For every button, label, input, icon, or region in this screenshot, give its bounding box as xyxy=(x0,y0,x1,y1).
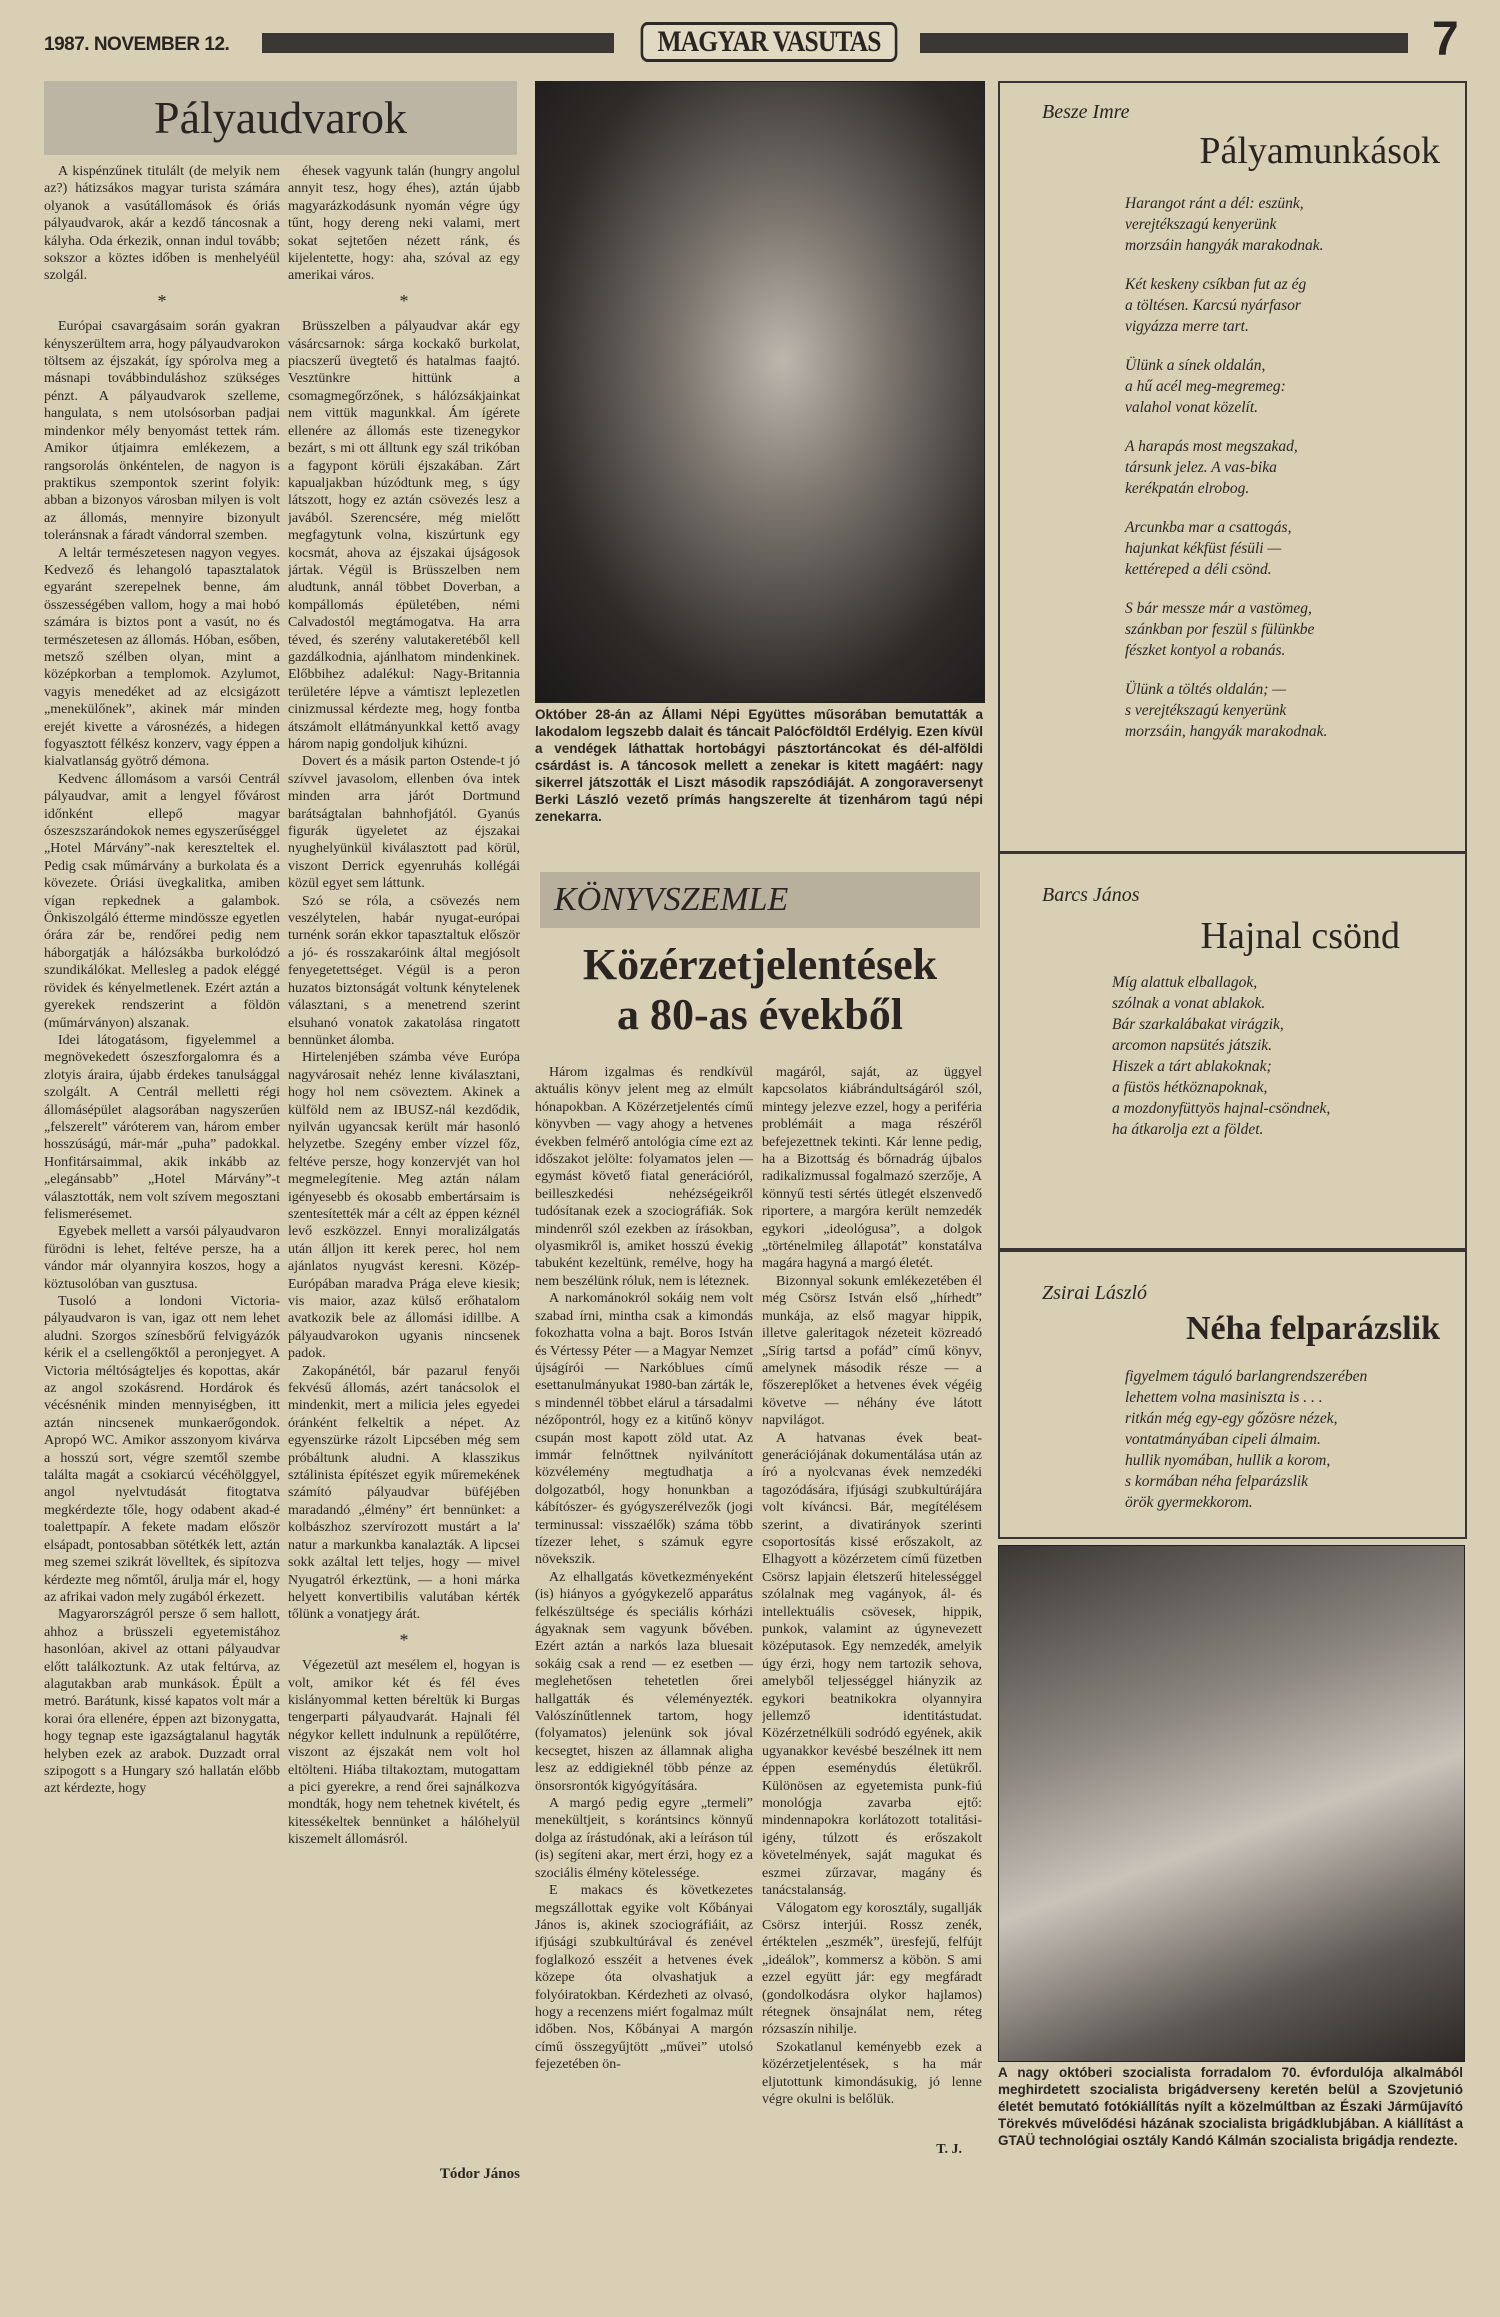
folk-dance-photo xyxy=(535,81,985,703)
poem-box-3 xyxy=(998,1250,1467,1539)
paragraph: Hirtelenjében számba véve Európa nagyvárosait nehéz lenne kiválasztani, hogy hol nem csöveztem. Akinek a külföld nem az IBUSZ-nál kezdődik, nyilván ugyancsak került már hasonló helyzetbe. Szegény ember vízzel főz, feltéve persze, hogy konzervjét van hol megmelegítenie. Meg aztán nálam igényesebb és okosabb embertársaim is szentesítették már a célt az éppen kéznél levő eszközzel. Ennyi moralizálgatás után álljon itt kerek perec, hol nem ajánlatos nyugvást keresni. Közép-Európában maradva Prága eleve kiesik; vis maior, azaz külső erőhatalom avatkozik bele az állomási idillbe. A pályaudvarokon ugyanis nincsenek padok. xyxy=(288,1050,520,1362)
paragraph: Dovert és a másik parton Ostende-t jó szívvel javasolom, ellenben óva intek minden arra járót Dortmund barátságtalan bahnhofjától. Gyanús figurák ügyeletet az éjszakai nyughelyünkül kiválasztott pad körül, viszont Derrick egyenruhás kollégái közül egyet sem láttunk. xyxy=(288,754,520,892)
paragraph: Egyebek mellett a varsói pályaudvaron fürödni is lehet, feltéve persze, ha a vándor már olyannyira koszos, hogy a köztusolóban van gusztusa. xyxy=(44,1224,280,1292)
exhibition-photo xyxy=(998,1545,1465,2062)
paragraph: Kedvenc állomásom a varsói Centrál pályaudvar, amit a lengyel fővárost időnként ellepő magyar ószeszszarándokok nemes egyszerűséggel „Hotel Márvány”-nak kereszteltek el. Pedig csak műmárvány a burkolata és a kövezete. Óriási üvegkalitka, amiben vígan repkednek a galambok. Önkiszolgáló étterme mindössze egyetlen órára zár be, rendőrei pedig nem háborgatják a hálózsákba burkolódzó szundikálókat. Mellesleg a padok eléggé rövidek és kényelmetlenek. Ezért aztán a gyerekek rendszerint a földön (műmárványon) alszanak. xyxy=(44,771,280,1031)
paragraph: Bizonnyal sokunk emlékezetében él még Csörsz István első „hírhedt” munkája, az első magyar hippik, illetve galeritagok nézeteit közreadó „Sírig tartsd a pofád” című könyv, amelynek második része — a főszereplőket a hetvenes évek végéig követve — néhány éve látott napvilágot. xyxy=(762,1273,982,1429)
paragraph: magáról, saját, az üggyel kapcsolatos kiábrándultságáról szól, mintegy jelezve ezzel, hogy a periféria problémáit a maga részéről befejezettnek tekinti. Kár lenne pedig, ha a Bizottság és bőrnadrág újbalos radikalizmussal fogalmazó szerzője, A könnyű testi sértés ütlegét elszenvedő riportere, a margóra került nemzedék egykori „ideológusa”, a dolgok „történelmileg állapotát” konstatálva magára hagyná a margó életét. xyxy=(762,1065,982,1272)
poet-name: Besze Imre xyxy=(1042,101,1130,123)
paragraph: A narkománokról sokáig nem volt szabad írni, mintha csak a kimondás fokozhatta volna a bajt. Boros István és Vértessy Péter — a Magyar Nemzet újságírói — Narkóblues című esettanulmányukat 1980-ban zárták le, s mindennél többet elárul a társadalmi nézőpontról, hogy ez a kitűnő könyv csupán most kapott zöld utat. Az immár felnőttnek nyilvánított közvélemény megtudhatja a dolgozatból, hogy honunkban a kábítószer- és gyógyszerélvezők (jogi terminussal: visszaélők) száma több tízezer lehet, s számuk egyre növekszik. xyxy=(535,1291,753,1568)
poem-stanza: figyelmem táguló barlangrendszerében lehettem volna masiniszta is . . . ritkán még egy-egy gőzösre nézek, vontatmányában cipeli álmaim. hullik nyomában, hullik a korom, s kormában néha felparázslik örök gyermekkorom. xyxy=(1125,1368,1368,1511)
dance-photo-caption: Október 28-án az Állami Népi Együttes műsorában bemutatták a lakodalom legszebb dalait és táncait Palócföldtől Erdélyig. Ezen kívül a vendégek láthattak hortobágyi pásztortáncokat és dél-alföldi csárdást is. A táncosok mellett a zenekar is kitett magáért: nagy sikerrel játszották el Liszt második rapszódiáját. A zongoraversenyt Berki László vezető prímás hangszerelte át tizenhárom tagú népi zenekarra. xyxy=(535,707,983,824)
paragraph: éhesek vagyunk talán (hungry angolul annyit tesz, hogy éhes), aztán újabb magyarázkodásunk nyomán végre úgy tűnt, hogy dereng neki valami, mert sokat sejtetően nézett ránk, és kijelentette, hogy: aha, szóval az egy amerikai város. xyxy=(288,164,520,284)
review-title-line-2: a 80-as évekből xyxy=(617,990,903,1039)
poem-title: Hajnal csönd xyxy=(1200,915,1400,957)
paragraph: A hatvanas évek beat-generációjának dokumentálása után az író a nyolcvanas évek nemzedéki tagozódására, ifjúsági szubkultúrájára volt kíváncsi. Bár, megítélésem szerint, a divatirányok szerinti csoportosítás kissé erőszakolt, az Elhagyott a közérzetem című füzetben Csörsz lapjain életszerű hitelességgel szólalnak meg vagányok, ál- és intellektuális csövesek, hippik, punkok, valamint az úgynevezett középutasok. Egy nemzedék, amelyik úgy érzi, hogy nem tartozik sehova, amelyből teljességgel hiányzik az egykori beatnikokra olyannyira jellemző identitástudat. Közérzetnélküli sodródó egyének, akik ugyanakkor kevésbé beszélnek itt nem éppen eseménydús életükről. Különösen az egyetemista punk-fiú monológja zavarba ejtő: mindennapokra korlátozott totalitási-igény, túlzott és erőszakolt követelmények, saját magukat és eszmei zűrzavar, magány és tanácstalanság. xyxy=(762,1430,982,1899)
article-column-2 xyxy=(288,163,520,2163)
poem-body xyxy=(1125,1366,1460,1531)
poem-stanza: Míg alattuk elballagok, szólnak a vonat ablakok. Bár szarkalábakat virágzik, arcomon napsütés játszik. Hiszek a tárt ablakoknak; a füstös hétköznapoknak, a mozdonyfüttyös hajnal-csöndnek, ha átkarolja ezt a földet. xyxy=(1112,974,1331,1138)
paragraph: Válogatom egy korosztály, sugallják Csörsz interjúi. Rossz zenék, értéktelen „eszmék”, üresfejű, felfújt „ideálok”, kommersz a köbön. S ami ezzel együtt jár: egy megfáradt (gondolkodásra olykor hajlamos) rétegnek önsajnálat nem, réteg rózsaszín nihilje. xyxy=(762,1900,982,2038)
header-rule-right xyxy=(920,33,1408,53)
poem-stanza: Ülünk a sínek oldalán, a hű acél meg-megremeg: valahol vonat közelít. xyxy=(1125,357,1286,416)
issue-date: 1987. NOVEMBER 12. xyxy=(44,34,230,55)
poem-body xyxy=(1112,972,1452,1158)
section-separator: * xyxy=(157,290,167,311)
paragraph: A leltár természetesen nagyon vegyes. Kedvező és lehangoló tapasztalatok egyaránt szerepelnek benne, ám összességében vallom, hogy a mai hobó számára is biztos pont a vasút, no és természetesen az állomás. Hóban, esőben, metsző szélben olyan, mint a középkorban a templomok. Azylumot, vagyis menedéket ad az elcsigázott „menekülőnek”, akinek már minden erejét kivette a városnézés, a hidegen fogyasztott félkész konzerv, vagy éppen a kialvatlanság gyötrő démona. xyxy=(44,545,280,770)
review-title-line-1: Közérzetjelentések xyxy=(582,940,938,989)
paragraph: Idei látogatásom, figyelemmel a megnövekedett ószeszforgalomra és a zlotyis áraira, újabb érdekes tanulsággal szolgált. A Centrál melletti régi állomásépület alagsorában nagyszerűen „felszerelt” váróterem van, három ember hosszúságú, már-már „puha” padokkal. Honfitársaimmal, akik inkább az „elegánsabb” „Hotel Márvány”-t választották, nem volt szívem megosztani felismerésemet. xyxy=(44,1032,280,1222)
section-separator: * xyxy=(399,290,409,311)
masthead: MAGYAR VASUTAS xyxy=(641,22,898,62)
poem-title: Néha felparázslik xyxy=(1185,1310,1440,1347)
review-author: T. J. xyxy=(936,2142,962,2157)
section-separator: * xyxy=(399,1629,409,1650)
poet-name: Barcs János xyxy=(1042,884,1140,906)
article-title: Pályaudvarok xyxy=(44,81,517,155)
paragraph: Tusoló a londoni Victoria-pályaudvaron is van, igaz ott nem lehet aludni. Szorgos színesbőrű felvigyázók kérik el a csellengőktől a peronjegyet. A Victoria méltóságteljes és kopottas, akár az angol szokásrend. Hordárok és vécésnénik minden mennyiségben, itt aztán nincsenek munkaerőgondok. Apropó WC. Amikor asszonyom kivárva a hosszú sort, végre szemtől szembe találta magát a csokiarcú vécéhölggyel, angol nyelvtudását fitogtatva megkérdezte tőle, hogy odabent akad-é toalettpapír. A fekete madam először elsápadt, pontosabban sötétkék lett, aztán meg szemei szikrát lövelltek, és sipítozva kérdezte meg nőmtől, árulja már el, hogy az afrikai vadon mely zugából érkezett. xyxy=(44,1294,280,1605)
review-title xyxy=(540,940,980,1040)
article-column-1 xyxy=(44,163,280,2193)
paragraph: Brüsszelben a pályaudvar akár egy vásárcsarnok: sárga kockakő burkolat, piacszerű üvegtető és hatalmas faajtó. Vesztünkre hittünk a csomagmegőrzőnek, s hálózsákjainkat nem vittük magunkkal. Ám ígérete ellenére az állomás este tizenegykor bezárt, s mi ott álltunk egy szál trikóban a fagypont körüli éjszakában. Zárt kapualjakban húzódtunk meg, s úgy látszott, hogy ez aztán csövezés lesz a javából. Szerencsére, még mielőtt megfagytunk volna, kiszúrtunk egy kocsmát, ahova az éjszakai újságosok jártak. Végül is Brüsszelben nem aludtunk, annál többet Doverban, a kompállomás épületében, némi Calvadostól megtámogatva. Ha arra téved, és szerény valutakeretéből kell gazdálkodnia, ajánlhatom mindenkinek. Előbbihez adalékul: Nagy-Britannia területére lépve a vámtiszt leplezetlen cinizmussal kérdezte meg, hogy fontba átszámolt ellátmányunkkal kettő avagy három napig gondoljuk kihúzni. xyxy=(288,319,520,752)
poem-box-2 xyxy=(998,852,1467,1250)
poet-name: Zsirai László xyxy=(1042,1282,1148,1304)
poem-stanza: Két keskeny csíkban fut az ég a töltésen. Karcsú nyárfasor vigyázza merre tart. xyxy=(1125,276,1307,335)
paragraph: Magyarországról persze ő sem hallott, ahhoz a brüsszeli egyetemistához hasonlóan, akivel az ottani pályaudvar előtt találkoztunk. Az utak feltúrva, az alagutakban arab munkások. Épült a metró. Barátunk, kissé kapatos volt már a korai óra ellenére, éppen azt bizonygatta, hogy tegnap este igazságtalanul hagyták helyben ezek az arabok. Duzzadt orral szipogott s a Hungary szó hallatán előbb azt kérdezte, hogy xyxy=(44,1607,280,1797)
poem-title: Pályamunkások xyxy=(1199,130,1440,172)
exhibition-photo-caption: A nagy októberi szocialista forradalom 70. évfordulója alkalmából meghirdetett szocialista brigádverseny keretén belül a Szovjetunió életét bemutató fotókiállítás nyílt a közelmúltban az Északi Járműjavító Törekvés művelődési házának szocialista brigádklubjában. A kiállítást a GTAÜ technológiai osztály Kandó Kálmán szocialista brigádja rendezte. xyxy=(998,2065,1463,2148)
paragraph: Végezetül azt mesélem el, hogyan is volt, amikor két és fél éves kislányommal ketten béreltük ki Burgas tengerparti pályaudvarát. Hajnali fél négykor kellett indulnunk a repülőtérre, viszont az éjszakát nem volt hol eltölteni. Hiába tiltakoztam, mutogattam a pici gyerekre, a rend őrei sajnálkozva mondták, hogy nem tehetnek kivételt, és kitessékeltek bennünket a hálóhelyül kiszemelt állomásról. xyxy=(288,1658,520,1848)
poem-stanza: S bár messze már a vastömeg, szánkban por feszül s fülünkbe fészket kontyol a robanás. xyxy=(1125,600,1315,659)
poem-body xyxy=(1125,193,1455,760)
paragraph: Szó se róla, a csövezés nem veszélytelen, habár nyugat-európai turnénk során ekkor tapasztaltuk először a jó- és rosszakaróink által megjósolt fenyegetettséget. Végül is a peron huzatos biztonságát voltunk kénytelenek választani, s a menetrend szerint elsuhanó vonatok zakatolása ringatott bennünket álomba. xyxy=(288,893,520,1048)
review-column-2 xyxy=(762,1064,982,2144)
poem-stanza: Ülünk a töltés oldalán; — s verejtékszagú kenyerünk morzsáin, hangyák marakodnak. xyxy=(1125,681,1328,740)
review-column-1 xyxy=(535,1064,753,2174)
paragraph: A kispénzűnek titulált (de melyik nem az?) hátizsákos magyar turista számára olyanok a vasútállomások és óriás pályaudvarok, akár a kezdő táncosnak a kályha. Oda érkezik, onnan indul tovább; sokszor a köztes időben is menhelyéül szolgál. xyxy=(44,164,280,284)
paragraph: E makacs és következetes megszállottak egyike volt Kőbányai János is, akinek szociográfiáit, az ifjúsági szubkultúrával és zenével foglalkozó esszéit a hetvenes évek közepe óta olvashatjuk a folyóiratokban. Kérdezheti az olvasó, hogy a recenzens miért fogalmaz múlt időben. Nos, Kőbányai A margón című összegyűjtött „művei” utolsó fejezetében ön- xyxy=(535,1883,753,2073)
header-rule-left xyxy=(262,33,614,53)
page-number: 7 xyxy=(1432,13,1459,66)
poem-stanza: A harapás most megszakad, társunk jelez. A vas-bika kerékpatán elrobog. xyxy=(1125,438,1298,497)
section-label: KÖNYVSZEMLE xyxy=(540,872,980,928)
paragraph: Zakopánétól, bár pazarul fenyői fekvésű állomás, azért tanácsolok el mindenkit, mert a milicia jeles egyedei óránként felkeltik a népet. Az egyenszürke rázolt Lipcsében még sem próbáltunk aludni. A klasszikus sztálinista építészet egyik műremekének számító pályaudvar büféjében maradandó „élmény” ért bennünket: a kolbászhoz szervírozott mustárt a la' natur a markunkba kanalazták. A lipcsei sokk azáltal lett teljes, hogy — mivel Nyugatról érkeztünk, — a honi márka helyett konvertibilis valutában kérték tőlünk a vonatjegy árát. xyxy=(288,1363,520,1623)
paragraph: A margó pedig egyre „termeli” menekültjeit, s korántsincs könnyű dolga az írástudónak, aki a leíráson túl (is) segíteni akar, mert érzi, hogy ez a szociális élmény kötelessége. xyxy=(535,1796,753,1881)
poem-stanza: Harangot ránt a dél: eszünk, verejtékszagú kenyerünk morzsáin hangyák marakodnak. xyxy=(1125,195,1324,254)
paragraph: Szokatlanul keményebb ezek a közérzetjelentések, s ha már eljutottunk kimondásukig, jó lenne végre okulni is belőlük. xyxy=(762,2039,982,2107)
paragraph: Az elhallgatás következményeként (is) hiányos a gyógykezelő apparátus felkészültsége és speciális kórházi ágyaknak sem vagyunk bővében. Ezért aztán a narkós laza bluesait sokáig csak a rend — ez esetben — meglehetősen tehetetlen őrei hallgatták és véleményezték. Valószínűtlennek tartom, hogy (folyamatos) jelenünk sok jóval kecsegtet, hiszen az államnak aligha lesz az eddigieknél több pénze az önsorsrontók kigyógyítására. xyxy=(535,1569,753,1794)
paragraph: Európai csavargásaim során gyakran kényszerültem arra, hogy pályaudvarokon töltsem az éjszakát, így spórolva meg a másnapi továbbinduláshoz szükséges pénzt. A pályaudvarok szelleme, hangulata, s nem utolsósorban padjai mindenkor mély benyomást tettek rám. Amikor útjaimra emlékezem, a rangsorolás önkéntelen, de nagyon is praktikus szempontok szerint folyik: abban a bizonyos városban milyen is volt az állomás, mennyire bizonyult toleránsnak a fáradt vándorral szemben. xyxy=(44,319,280,544)
poem-box-1 xyxy=(998,81,1467,853)
paragraph: Három izgalmas és rendkívül aktuális könyv jelent meg az elmúlt hónapokban. A Közérzetjelentés című könyvben — vagy ahogy a hetvenes években felmérő antológia címe ezt az időszakot jelölte: folyamatos jelen — egymást követő fiatal generációról, beilleszkedési nehézségeikről tudósítanak ezek a szociográfiák. Sok mindenről szól ezekben az írásokban, olyasmikről is, amiket hosszú évekig tabuként kezeltünk, remélve, hogy ha nem beszélünk róluk, nem is léteznek. xyxy=(535,1065,753,1289)
article-author: Tódor János xyxy=(439,2166,520,2182)
poem-stanza: Arcunkba mar a csattogás, hajunkat kékfüst fésüli — kettéreped a déli csönd. xyxy=(1125,519,1292,578)
